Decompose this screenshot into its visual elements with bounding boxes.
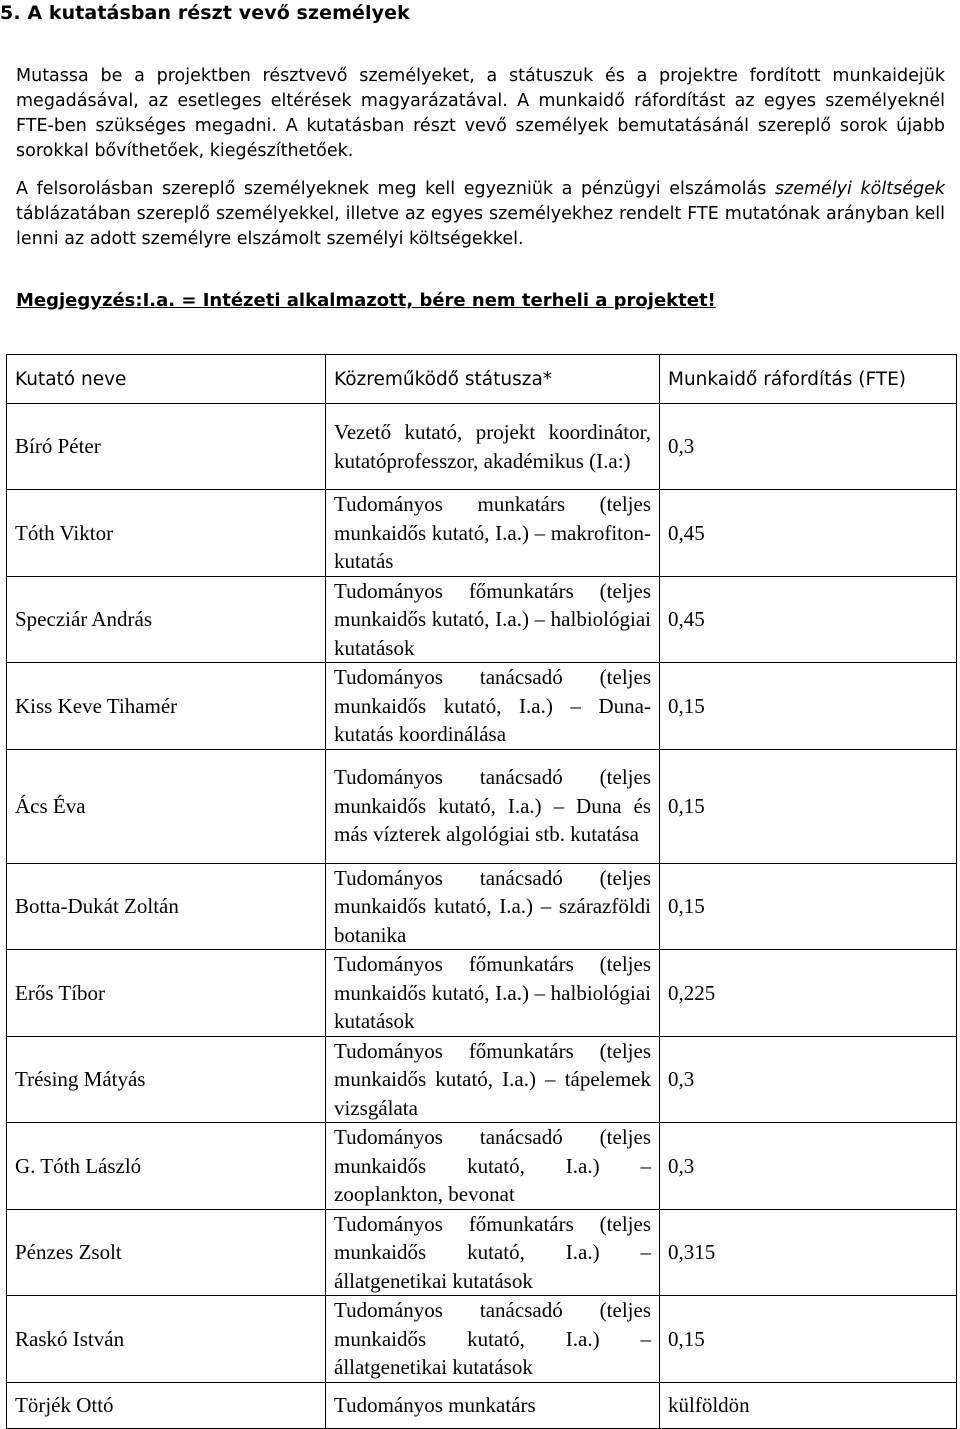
header-status: Közreműködő státusza*: [326, 355, 660, 404]
table-row: [7, 863, 957, 950]
cell-fte: külföldön: [660, 1382, 957, 1428]
cell-name: Specziár András: [7, 576, 326, 663]
table-row: [7, 404, 957, 490]
cell-fte: 0,3: [660, 1123, 957, 1210]
cell-status: Tudományos tanácsadó (teljes munkaidős kutató, I.a.) – Duna és más vízterek algológiai stb. kutatása: [326, 749, 660, 863]
cell-name: G. Tóth László: [7, 1123, 326, 1210]
cell-status: Tudományos tanácsadó (teljes munkaidős kutató, I.a.) – zooplankton, bevonat: [326, 1123, 660, 1210]
table-row: [7, 490, 957, 577]
cell-status: Tudományos főmunkatárs (teljes munkaidős kutató, I.a.) – tápelemek vizsgálata: [326, 1036, 660, 1123]
cell-name: Botta-Dukát Zoltán: [7, 863, 326, 950]
cell-fte: 0,15: [660, 863, 957, 950]
table-row: [7, 663, 957, 750]
cell-fte: 0,225: [660, 950, 957, 1037]
cell-name: Erős Tíbor: [7, 950, 326, 1037]
note-text: Megjegyzés:I.a. = Intézeti alkalmazott, bére nem terheli a projektet!: [16, 290, 716, 311]
intro-p2-italic: személyi költségek: [774, 179, 945, 199]
cell-status: Vezető kutató, projekt koordinátor, kutatóprofesszor, akadémikus (I.a:): [326, 404, 660, 490]
table-row: [7, 1036, 957, 1123]
section-title: 5. A kutatásban részt vevő személyek: [0, 2, 410, 24]
header-fte: Munkaidő ráfordítás (FTE): [660, 355, 957, 404]
cell-fte: 0,3: [660, 1036, 957, 1123]
intro-p2-part2: táblázatában szereplő személyekkel, illetve az egyes személyekhez rendelt FTE mutatónak arányban kell lenni az adott személyre elszámolt személyi költségekkel.: [16, 204, 945, 249]
cell-status: Tudományos tanácsadó (teljes munkaidős kutató, I.a.) – állatgenetikai kutatások: [326, 1296, 660, 1383]
cell-name: Tóth Viktor: [7, 490, 326, 577]
table-row: [7, 1382, 957, 1428]
cell-fte: 0,15: [660, 663, 957, 750]
cell-status: Tudományos főmunkatárs (teljes munkaidős kutató, I.a.) – halbiológiai kutatások: [326, 576, 660, 663]
cell-name: Kiss Keve Tihamér: [7, 663, 326, 750]
cell-status: Tudományos főmunkatárs (teljes munkaidős kutató, I.a.) – állatgenetikai kutatások: [326, 1209, 660, 1296]
cell-fte: 0,45: [660, 576, 957, 663]
cell-name: Ács Éva: [7, 749, 326, 863]
cell-status: Tudományos munkatárs (teljes munkaidős kutató, I.a.) – makrofiton-kutatás: [326, 490, 660, 577]
cell-fte: 0,3: [660, 404, 957, 490]
cell-name: Raskó István: [7, 1296, 326, 1383]
cell-status: Tudományos tanácsadó (teljes munkaidős kutató, I.a.) – Duna-kutatás koordinálása: [326, 663, 660, 750]
table-row: [7, 950, 957, 1037]
cell-status: Tudományos főmunkatárs (teljes munkaidős kutató, I.a.) – halbiológiai kutatások: [326, 950, 660, 1037]
table-header-row: [7, 355, 957, 404]
cell-fte: 0,15: [660, 749, 957, 863]
cell-fte: 0,315: [660, 1209, 957, 1296]
table-row: [7, 749, 957, 863]
cell-status: Tudományos tanácsadó (teljes munkaidős kutató, I.a.) – szárazföldi botanika: [326, 863, 660, 950]
intro-paragraph-2: [16, 177, 945, 252]
cell-fte: 0,15: [660, 1296, 957, 1383]
cell-name: Törjék Ottó: [7, 1382, 326, 1428]
cell-name: Pénzes Zsolt: [7, 1209, 326, 1296]
cell-status: Tudományos munkatárs: [326, 1382, 660, 1428]
intro-p2-part1: A felsorolásban szereplő személyeknek meg kell egyezniük a pénzügyi elszámolás: [16, 179, 775, 199]
table-row: [7, 576, 957, 663]
table-row: [7, 1296, 957, 1383]
table-row: [7, 1209, 957, 1296]
cell-name: Bíró Péter: [7, 404, 326, 490]
staff-table: [6, 354, 957, 1429]
cell-name: Trésing Mátyás: [7, 1036, 326, 1123]
table-row: [7, 1123, 957, 1210]
cell-fte: 0,45: [660, 490, 957, 577]
header-name: Kutató neve: [7, 355, 326, 404]
intro-paragraph-1: Mutassa be a projektben résztvevő személyeket, a státuszuk és a projektre fordított munkaidejük megadásával, az esetleges eltérések magyarázatával. A munkaidő ráfordítást az egyes személyeknél FTE-ben szükséges megadni. A kutatásban részt vevő személyek bemutatásánál szereplő sorok újabb sorokkal bővíthetőek, kiegészíthetőek.: [16, 66, 945, 161]
